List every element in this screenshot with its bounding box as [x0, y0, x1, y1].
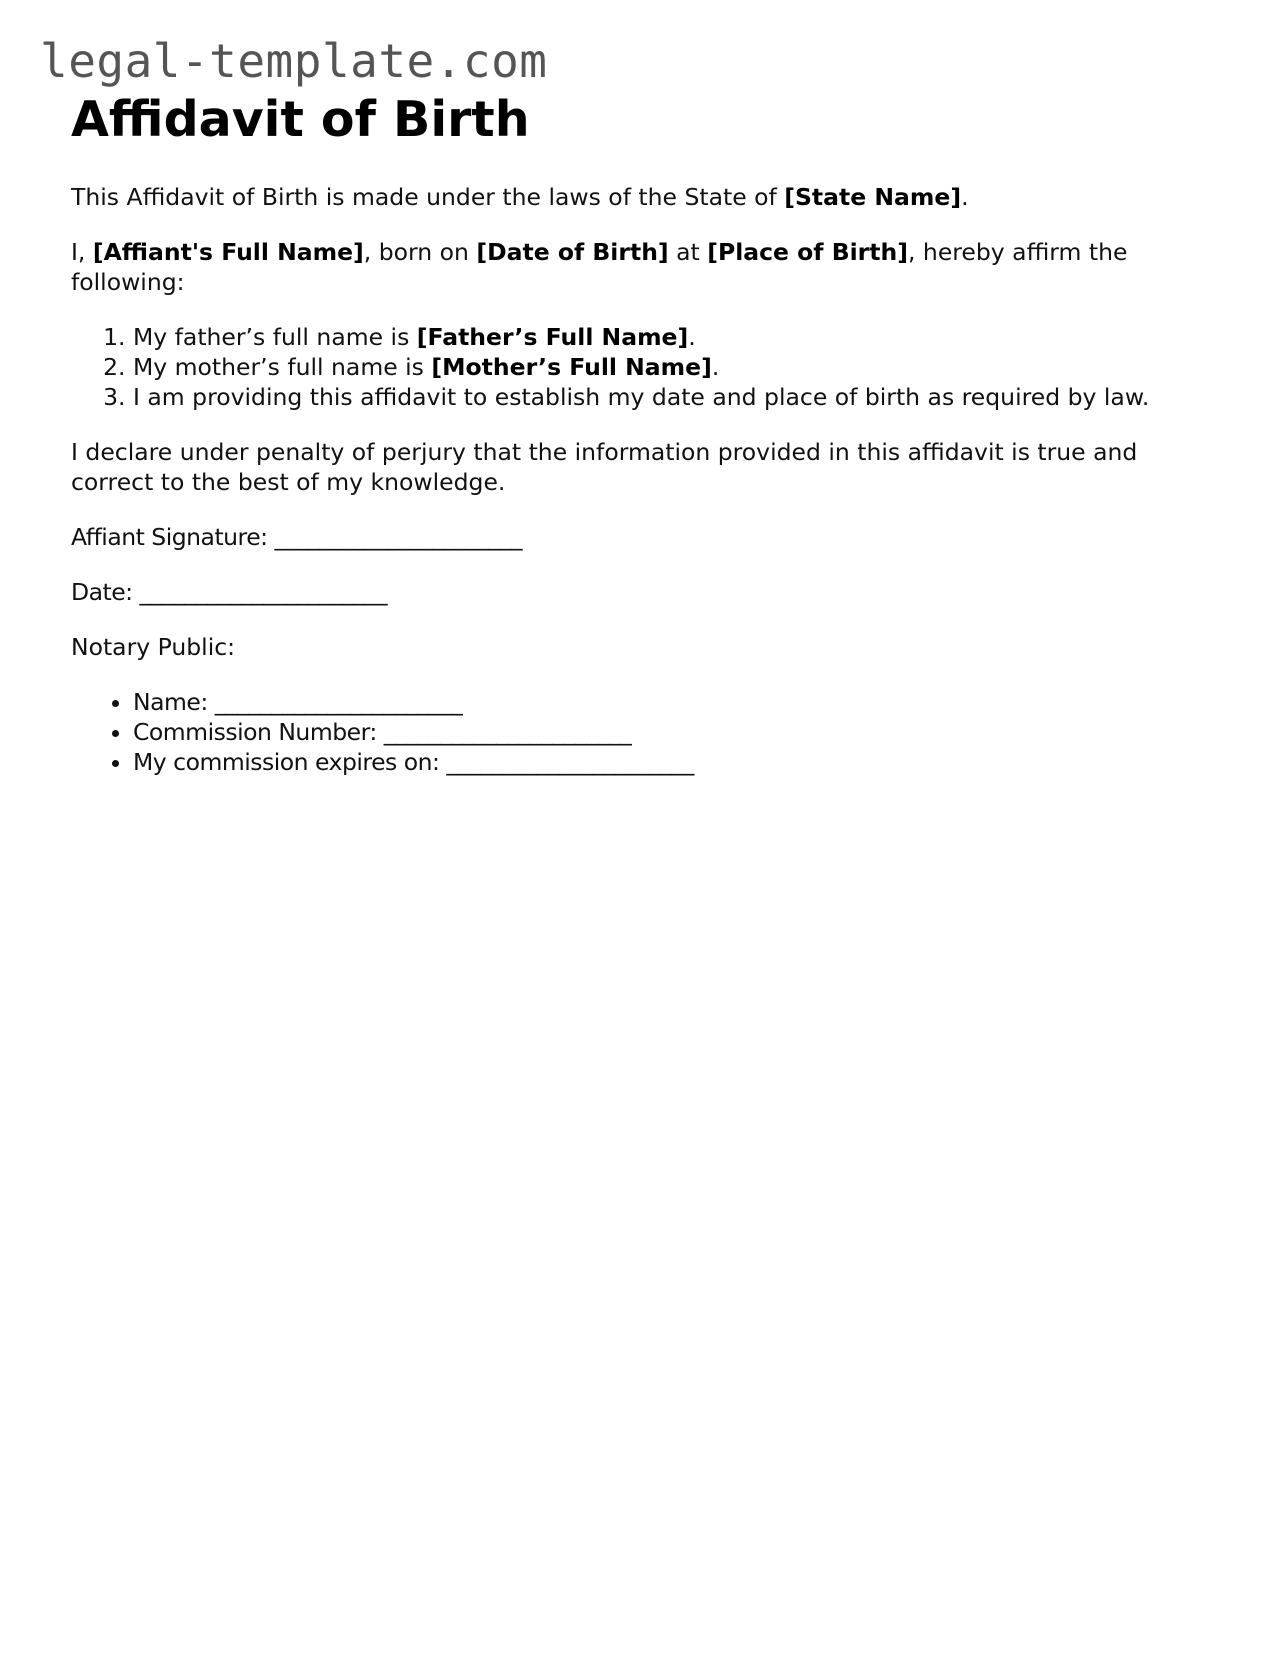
father-item-text: My father’s full name is — [133, 323, 417, 351]
list-item — [133, 382, 1221, 412]
date-line: Date: ______________________ — [71, 578, 388, 606]
document-title: Affidavit of Birth — [71, 91, 530, 148]
affirmation-part4: , hereby affirm the following: — [71, 238, 1128, 296]
list-item: • Commission Number: ______________________ — [133, 717, 1221, 747]
affirmation-part1: I, — [71, 238, 93, 266]
state-name-placeholder: [State Name] — [784, 183, 962, 211]
notary-list — [71, 687, 1221, 777]
affirmation-part3: at — [668, 238, 708, 266]
declaration-paragraph: I declare under penalty of perjury that the information provided in this affidavit is true and correct to the best of my knowledge. — [71, 438, 1138, 496]
list-item — [133, 322, 1221, 352]
mother-item-text: My mother’s full name is — [133, 353, 432, 381]
mother-name-placeholder: [Mother’s Full Name] — [431, 353, 712, 381]
list-item: • Name: ______________________ — [133, 687, 1221, 717]
intro-suffix: . — [961, 183, 969, 211]
father-name-placeholder: [Father’s Full Name] — [416, 323, 689, 351]
intro-prefix: This Affidavit of Birth is made under the laws of the State of — [71, 183, 785, 211]
list-item — [133, 352, 1221, 382]
signature-line: Affiant Signature: ______________________ — [71, 523, 523, 551]
place-of-birth-placeholder: [Place of Birth] — [707, 238, 908, 266]
date-of-birth-placeholder: [Date of Birth] — [476, 238, 669, 266]
affiant-name-placeholder: [Affiant's Full Name] — [92, 238, 364, 266]
affirmation-part2: , born on — [363, 238, 477, 266]
father-item-suffix: . — [688, 323, 696, 351]
notary-heading: Notary Public: — [71, 633, 236, 661]
affirmation-list — [71, 322, 1221, 412]
watermark-logo: legal-template.com — [40, 34, 548, 88]
list-item: • My commission expires on: ______________________ — [133, 747, 1221, 777]
document-body — [71, 182, 1221, 777]
intro-paragraph — [71, 182, 1221, 212]
purpose-item-text: I am providing this affidavit to establish my date and place of birth as required by law. — [133, 383, 1150, 411]
document — [71, 90, 1221, 777]
mother-item-suffix: . — [711, 353, 720, 381]
affirmation-paragraph — [71, 237, 1221, 297]
